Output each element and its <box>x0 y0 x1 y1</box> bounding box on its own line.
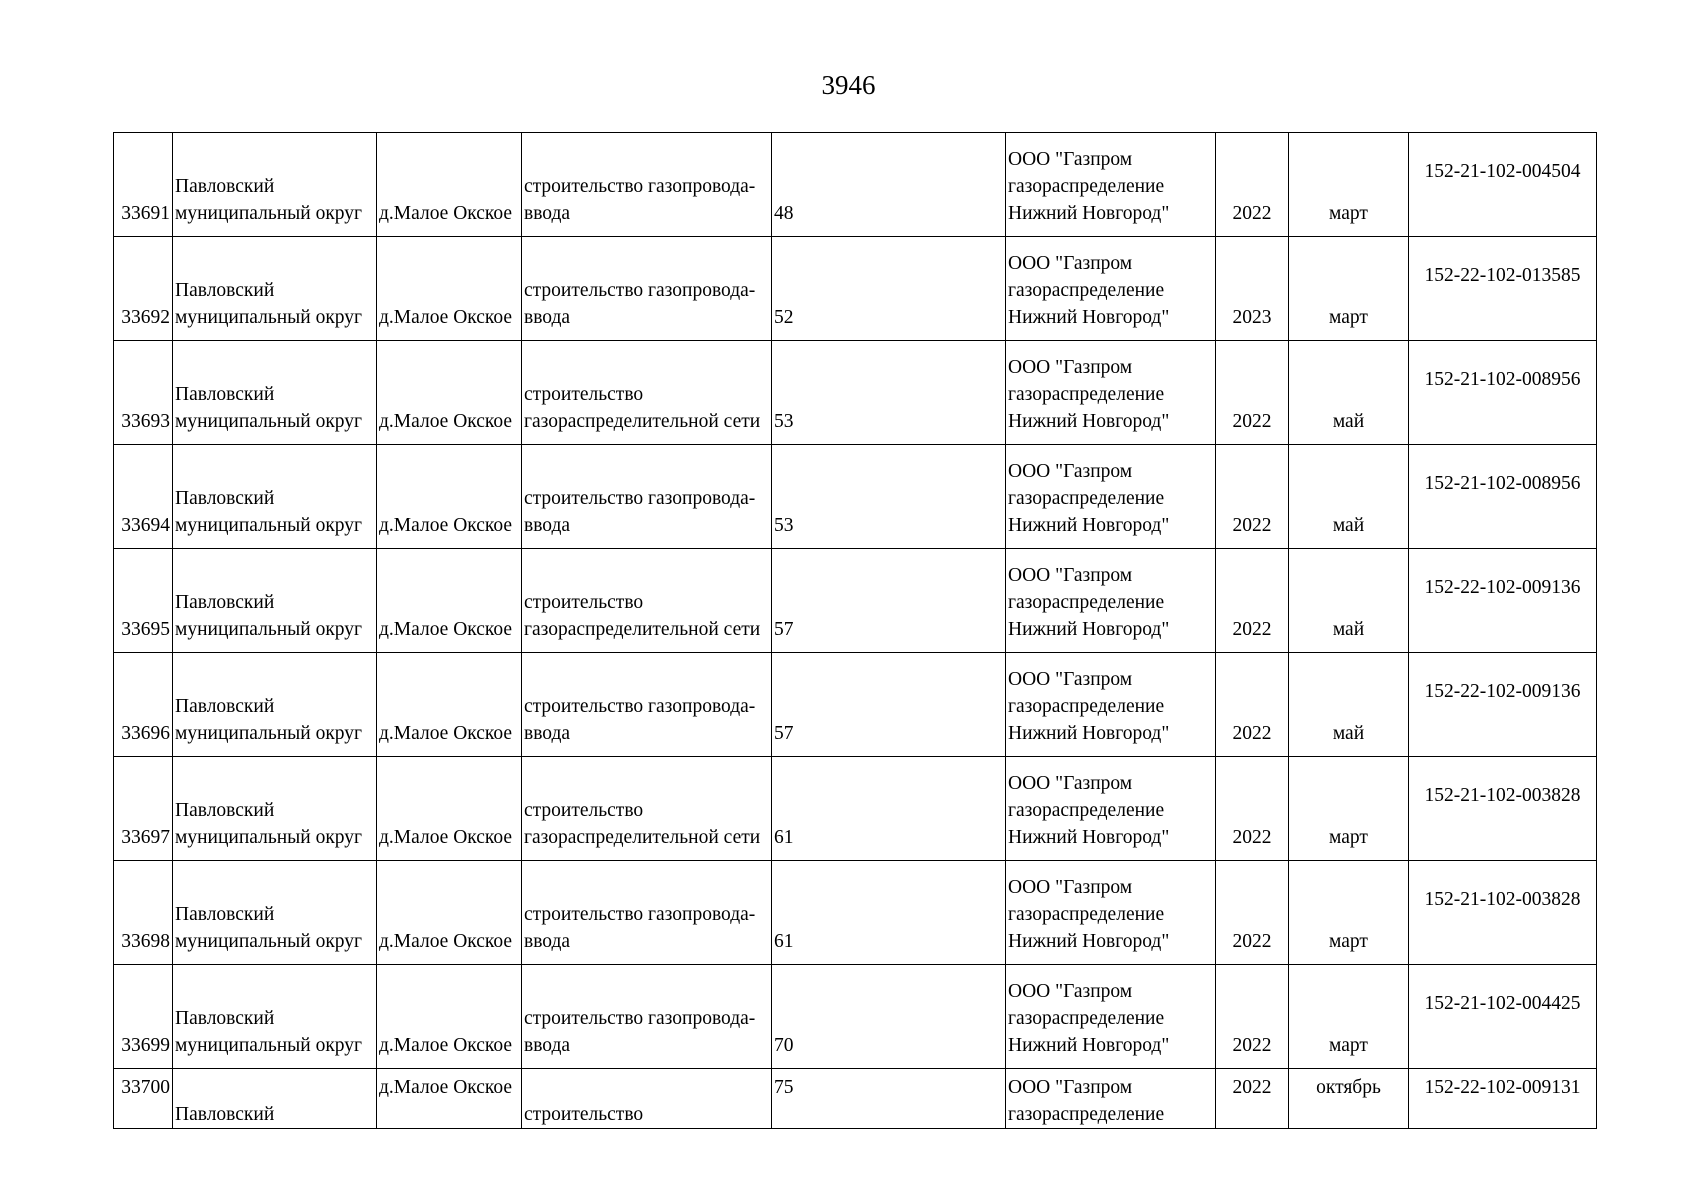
organization-cell-line: Нижний Новгород" <box>1008 411 1170 432</box>
length-cell: 61 <box>772 861 1006 965</box>
month-cell: май <box>1289 653 1409 757</box>
organization-cell-line: ООО "Газпром <box>1008 981 1133 1002</box>
organization-cell-line: Нижний Новгород" <box>1008 307 1170 328</box>
work-type-cell-line: ввода <box>524 1035 571 1056</box>
organization-cell-line: ООО "Газпром <box>1008 669 1133 690</box>
work-type-cell-line: строительство <box>524 384 644 405</box>
organization-cell-line: газораспределение <box>1008 280 1165 301</box>
district-cell-line: Павловский <box>175 1104 275 1125</box>
organization-cell <box>1006 861 1216 965</box>
table-row <box>114 549 1597 653</box>
table-row <box>114 237 1597 341</box>
work-type-cell-line: строительство <box>524 800 644 821</box>
row-number: 33693 <box>114 341 173 445</box>
table-row <box>114 965 1597 1069</box>
organization-cell-line: ООО "Газпром <box>1008 773 1133 794</box>
organization-cell <box>1006 965 1216 1069</box>
code-cell: 152-21-102-003828 <box>1409 861 1597 965</box>
row-number: 33698 <box>114 861 173 965</box>
organization-cell-line: газораспределение <box>1008 488 1165 509</box>
organization-cell-line: Нижний Новгород" <box>1008 619 1170 640</box>
row-number: 33700 <box>114 1069 173 1129</box>
code-cell: 152-22-102-009136 <box>1409 653 1597 757</box>
work-type-cell-line: строительство газопровода- <box>524 280 756 301</box>
row-number: 33699 <box>114 965 173 1069</box>
district-cell-line: Павловский <box>175 176 275 197</box>
month-cell: май <box>1289 341 1409 445</box>
organization-cell-line: Нижний Новгород" <box>1008 931 1170 952</box>
work-type-cell-line: строительство газопровода- <box>524 696 756 717</box>
length-cell: 57 <box>772 653 1006 757</box>
work-type-cell-line: строительство газопровода- <box>524 904 756 925</box>
year-cell: 2022 <box>1216 861 1289 965</box>
organization-cell-line: ООО "Газпром <box>1008 1077 1133 1098</box>
row-number: 33694 <box>114 445 173 549</box>
district-cell-line: Павловский <box>175 592 275 613</box>
work-type-cell-line: ввода <box>524 203 571 224</box>
work-type-cell <box>522 133 772 237</box>
work-type-cell <box>522 757 772 861</box>
village-cell: д.Малое Окское <box>377 861 522 965</box>
code-cell: 152-22-102-009131 <box>1409 1069 1597 1129</box>
district-cell-line: муниципальный округ <box>175 515 363 536</box>
length-cell: 57 <box>772 549 1006 653</box>
code-cell: 152-21-102-003828 <box>1409 757 1597 861</box>
organization-cell-line: ООО "Газпром <box>1008 253 1133 274</box>
work-type-cell <box>522 237 772 341</box>
month-cell: март <box>1289 237 1409 341</box>
district-cell <box>173 1069 377 1129</box>
length-cell: 61 <box>772 757 1006 861</box>
district-cell-line: муниципальный округ <box>175 1035 363 1056</box>
work-type-cell-line: ввода <box>524 723 571 744</box>
month-cell: май <box>1289 549 1409 653</box>
year-cell: 2022 <box>1216 549 1289 653</box>
village-cell: д.Малое Окское <box>377 757 522 861</box>
district-cell <box>173 861 377 965</box>
year-cell: 2022 <box>1216 965 1289 1069</box>
organization-cell-line: ООО "Газпром <box>1008 357 1133 378</box>
district-cell-line: Павловский <box>175 384 275 405</box>
work-type-cell-line: ввода <box>524 307 571 328</box>
table-body <box>114 133 1597 1129</box>
village-cell: д.Малое Окское <box>377 133 522 237</box>
code-cell: 152-21-102-008956 <box>1409 341 1597 445</box>
organization-cell <box>1006 549 1216 653</box>
organization-cell-line: ООО "Газпром <box>1008 461 1133 482</box>
month-cell: май <box>1289 445 1409 549</box>
work-type-cell-line: строительство газопровода- <box>524 176 756 197</box>
work-type-cell-line: ввода <box>524 515 571 536</box>
organization-cell-line: Нижний Новгород" <box>1008 827 1170 848</box>
work-type-cell <box>522 341 772 445</box>
code-cell: 152-22-102-013585 <box>1409 237 1597 341</box>
district-cell <box>173 549 377 653</box>
month-cell: март <box>1289 861 1409 965</box>
organization-cell <box>1006 653 1216 757</box>
work-type-cell-line: газораспределительной сети <box>524 827 761 848</box>
table-row <box>114 757 1597 861</box>
length-cell: 52 <box>772 237 1006 341</box>
district-cell-line <box>175 1074 374 1101</box>
district-cell-line: муниципальный округ <box>175 411 363 432</box>
work-type-cell-line: строительство газопровода- <box>524 488 756 509</box>
organization-cell-line: Нижний Новгород" <box>1008 723 1170 744</box>
organization-cell-line: газораспределение <box>1008 800 1165 821</box>
district-cell-line: Павловский <box>175 1008 275 1029</box>
year-cell: 2022 <box>1216 133 1289 237</box>
district-cell-line: муниципальный округ <box>175 307 363 328</box>
organization-cell-line: Нижний Новгород" <box>1008 515 1170 536</box>
organization-cell-line: газораспределение <box>1008 904 1165 925</box>
table-row <box>114 133 1597 237</box>
month-cell: октябрь <box>1289 1069 1409 1129</box>
code-cell: 152-21-102-004504 <box>1409 133 1597 237</box>
organization-cell <box>1006 757 1216 861</box>
year-cell: 2022 <box>1216 1069 1289 1129</box>
month-cell: март <box>1289 133 1409 237</box>
length-cell: 48 <box>772 133 1006 237</box>
code-cell: 152-21-102-008956 <box>1409 445 1597 549</box>
organization-cell-line: газораспределение <box>1008 592 1165 613</box>
organization-cell-line: газораспределение <box>1008 696 1165 717</box>
district-cell-line: Павловский <box>175 488 275 509</box>
row-number: 33696 <box>114 653 173 757</box>
work-type-cell <box>522 861 772 965</box>
year-cell: 2022 <box>1216 653 1289 757</box>
work-type-cell-line: газораспределительной сети <box>524 619 761 640</box>
village-cell: д.Малое Окское <box>377 549 522 653</box>
work-type-cell-line: строительство газопровода- <box>524 1008 756 1029</box>
organization-cell <box>1006 237 1216 341</box>
organization-cell-line: Нижний Новгород" <box>1008 203 1170 224</box>
gasification-table <box>113 132 1597 1129</box>
district-cell <box>173 653 377 757</box>
table-row <box>114 861 1597 965</box>
month-cell: март <box>1289 757 1409 861</box>
table-row <box>114 341 1597 445</box>
table-row <box>114 445 1597 549</box>
year-cell: 2023 <box>1216 237 1289 341</box>
village-cell: д.Малое Окское <box>377 341 522 445</box>
work-type-cell-line: строительство <box>524 1104 644 1125</box>
length-cell: 75 <box>772 1069 1006 1129</box>
row-number: 33697 <box>114 757 173 861</box>
district-cell-line: муниципальный округ <box>175 931 363 952</box>
row-number: 33692 <box>114 237 173 341</box>
year-cell: 2022 <box>1216 341 1289 445</box>
district-cell-line: Павловский <box>175 904 275 925</box>
district-cell <box>173 133 377 237</box>
organization-cell-line: ООО "Газпром <box>1008 149 1133 170</box>
village-cell: д.Малое Окское <box>377 237 522 341</box>
work-type-cell <box>522 445 772 549</box>
district-cell-line: муниципальный округ <box>175 619 363 640</box>
work-type-cell-line <box>524 1074 769 1101</box>
row-number: 33691 <box>114 133 173 237</box>
organization-cell-line: ООО "Газпром <box>1008 877 1133 898</box>
work-type-cell <box>522 549 772 653</box>
district-cell <box>173 445 377 549</box>
district-cell <box>173 237 377 341</box>
code-cell: 152-22-102-009136 <box>1409 549 1597 653</box>
work-type-cell <box>522 653 772 757</box>
district-cell-line: Павловский <box>175 800 275 821</box>
district-cell <box>173 757 377 861</box>
organization-cell-line: газораспределение <box>1008 176 1165 197</box>
district-cell-line: Павловский <box>175 280 275 301</box>
organization-cell-line: газораспределение <box>1008 384 1165 405</box>
village-cell: д.Малое Окское <box>377 1069 522 1129</box>
organization-cell-line: газораспределение <box>1008 1104 1165 1125</box>
work-type-cell-line: строительство <box>524 592 644 613</box>
page-number: 3946 <box>821 70 876 100</box>
code-cell: 152-21-102-004425 <box>1409 965 1597 1069</box>
table-row <box>114 653 1597 757</box>
district-cell-line: муниципальный округ <box>175 723 363 744</box>
length-cell: 53 <box>772 445 1006 549</box>
organization-cell-line: ООО "Газпром <box>1008 565 1133 586</box>
month-cell: март <box>1289 965 1409 1069</box>
length-cell: 70 <box>772 965 1006 1069</box>
organization-cell <box>1006 133 1216 237</box>
district-cell-line: муниципальный округ <box>175 203 363 224</box>
organization-cell <box>1006 341 1216 445</box>
length-cell: 53 <box>772 341 1006 445</box>
work-type-cell <box>522 1069 772 1129</box>
row-number: 33695 <box>114 549 173 653</box>
village-cell: д.Малое Окское <box>377 965 522 1069</box>
table-row <box>114 1069 1597 1129</box>
village-cell: д.Малое Окское <box>377 653 522 757</box>
organization-cell <box>1006 445 1216 549</box>
organization-cell-line: газораспределение <box>1008 1008 1165 1029</box>
district-cell <box>173 965 377 1069</box>
district-cell <box>173 341 377 445</box>
work-type-cell-line: ввода <box>524 931 571 952</box>
year-cell: 2022 <box>1216 757 1289 861</box>
district-cell-line: муниципальный округ <box>175 827 363 848</box>
work-type-cell <box>522 965 772 1069</box>
work-type-cell-line: газораспределительной сети <box>524 411 761 432</box>
organization-cell <box>1006 1069 1216 1129</box>
district-cell-line: Павловский <box>175 696 275 717</box>
organization-cell-line: Нижний Новгород" <box>1008 1035 1170 1056</box>
year-cell: 2022 <box>1216 445 1289 549</box>
village-cell: д.Малое Окское <box>377 445 522 549</box>
